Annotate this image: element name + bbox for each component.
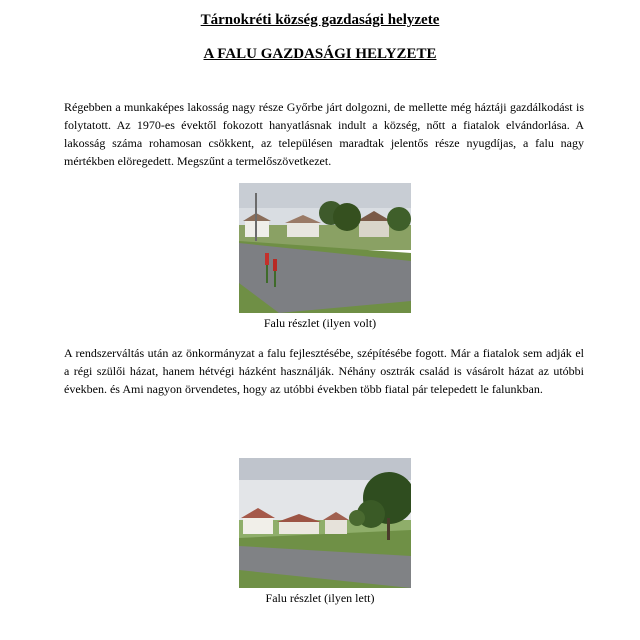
village-photo-before — [239, 183, 411, 313]
paragraph-history: Régebben a munkaképes lakosság nagy része Győrbe járt dolgozni, de mellette még háztáji gazdálkodást is folytatott. Az 1970-es évektől fokozott hanyatlásnak indult a község, nőtt a fiatalok elvándorlása. A lakosság száma rohamosan csökkent, az településen maradtak jelentős része nyugdíjas, a falu nagy mértékben elöregedett. Megszűnt a termelőszövetkezet. — [64, 100, 584, 168]
photo-caption-after: Falu részlet (ilyen lett) — [265, 591, 375, 605]
photo-caption-before: Falu részlet (ilyen volt) — [263, 316, 377, 330]
village-photo-after — [239, 458, 411, 588]
paragraph-development: A rendszerváltás után az önkormányzat a falu fejlesztésébe, szépítésébe fogott. Már a fiatalok sem adják el a régi szülői házat, hanem hétvégi házként használják. Néhány osztrák család is vásárolt házat az utóbbi években. és Ami nagyon örvendetes, hogy az utóbbi években több fiatal pár telepedett le falunkban. — [64, 346, 584, 396]
page-title: Tárnokréti község gazdasági helyzete — [200, 12, 440, 28]
page-subtitle: A FALU GAZDASÁGI HELYZETE — [203, 46, 437, 62]
